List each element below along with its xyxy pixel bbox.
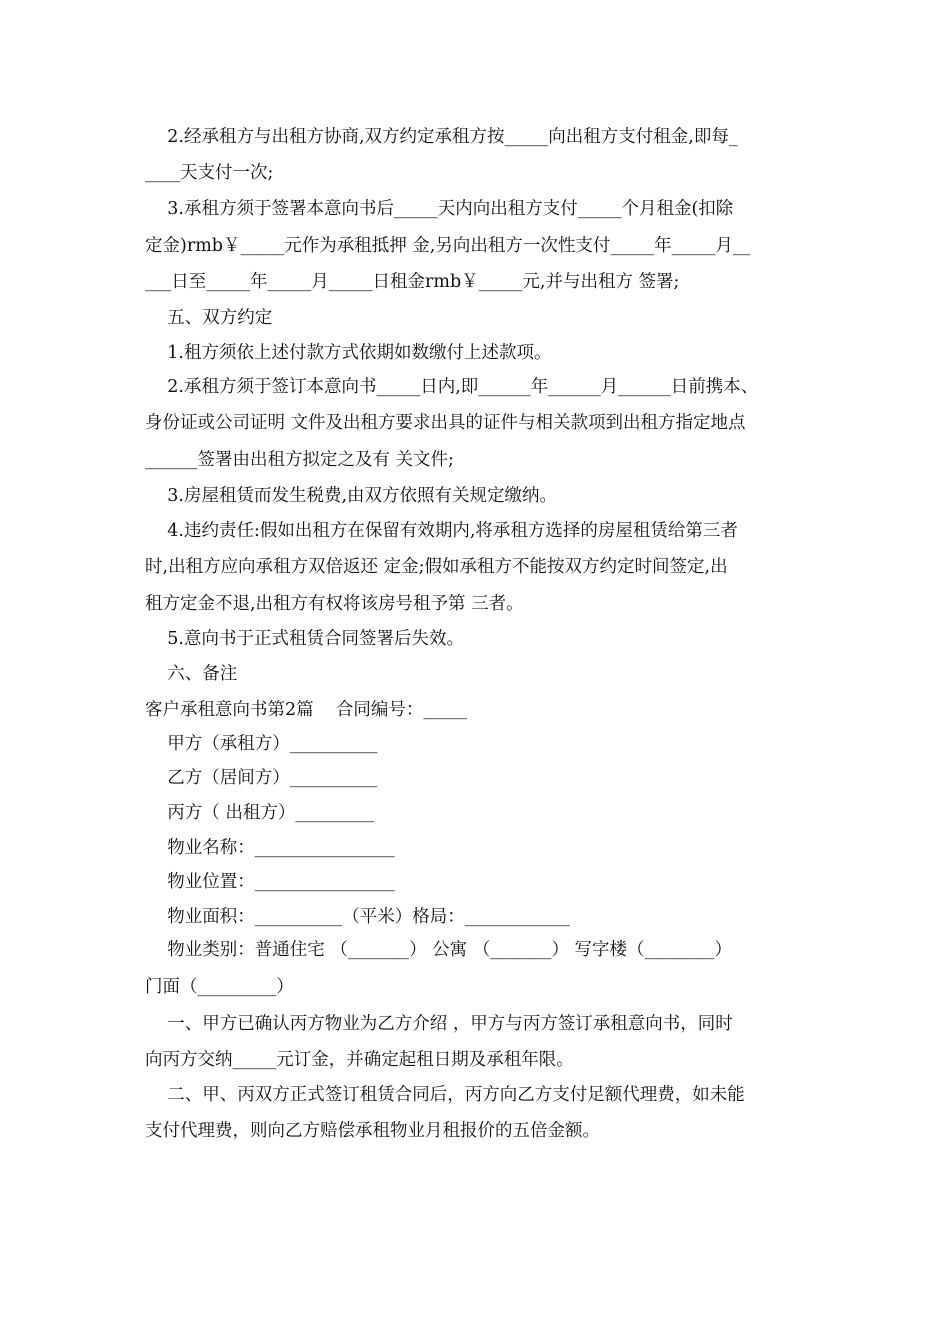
- party-field: 丙方（ 出租方）_________: [145, 803, 375, 823]
- text-line: 向丙方交纳_____元订金，并确定起租日期及承租年限。: [145, 1050, 574, 1070]
- property-field: 物业类别：普通住宅 （_______） 公寓 （_______） 写字楼（________）: [145, 940, 733, 960]
- text-line: 定金)rmb￥_____元作为承租抵押 金,另向出租方一次性支付_____年_____月__: [145, 236, 751, 256]
- text-line: 支付代理费，则向乙方赔偿承租物业月租报价的五倍金额。: [145, 1121, 600, 1141]
- property-field: 物业面积：__________（平米）格局：____________: [145, 907, 570, 927]
- text-line: 租方定金不退,出租方有权将该房号租予第 三者。: [145, 594, 524, 614]
- party-field: 乙方（居间方）__________: [145, 768, 378, 788]
- text-line: ____天支付一次;: [145, 163, 274, 183]
- text-line: 4.违约责任:假如出租方在保留有效期内,将承租方选择的房屋租赁给第三者: [145, 521, 738, 541]
- text-line: 5.意向书于正式租赁合同签署后失效。: [145, 629, 464, 649]
- text-line: 2.承租方须于签订本意向书_____日内,即______年______月______日前携本、: [145, 377, 759, 397]
- text-line: 二、甲、丙双方正式签订租赁合同后，丙方向乙方支付足额代理费，如未能: [145, 1085, 745, 1105]
- text-line: 2.经承租方与出租方协商,双方约定承租方按_____向出租方支付租金,即每_: [145, 127, 738, 147]
- text-line: ______签署由出租方拟定之及有 关文件;: [145, 450, 454, 470]
- document-title: 客户承租意向书第2篇 合同编号：_____: [145, 700, 468, 720]
- text-line: 一、甲方已确认丙方物业为乙方介绍 ，甲方与丙方签订承租意向书，同时: [145, 1014, 733, 1034]
- property-field: 物业名称：________________: [145, 838, 395, 858]
- text-line: 身份证或公司证明 文件及出租方要求出具的证件与相关款项到出租方指定地点: [145, 413, 746, 433]
- text-line: 1.租方须依上述付款方式依期如数缴付上述款项。: [145, 343, 552, 363]
- text-line: 3.房屋租赁而发生税费,由双方依照有关规定缴纳。: [145, 486, 558, 506]
- property-field: 门面（_________）: [145, 977, 294, 997]
- property-field: 物业位置：________________: [145, 872, 395, 892]
- section-heading: 六、备注: [145, 664, 238, 684]
- text-line: ___日至_____年_____月_____日租金rmb￥_____元,并与出租方 签署;: [145, 272, 680, 292]
- text-line: 3.承租方须于签署本意向书后_____天内向出租方支付_____个月租金(扣除: [145, 199, 734, 219]
- text-line: 时,出租方应向承租方双倍返还 定金;假如承租方不能按双方约定时间签定,出: [145, 557, 728, 577]
- party-field: 甲方（承租方）__________: [145, 734, 378, 754]
- section-heading: 五、双方约定: [145, 308, 273, 328]
